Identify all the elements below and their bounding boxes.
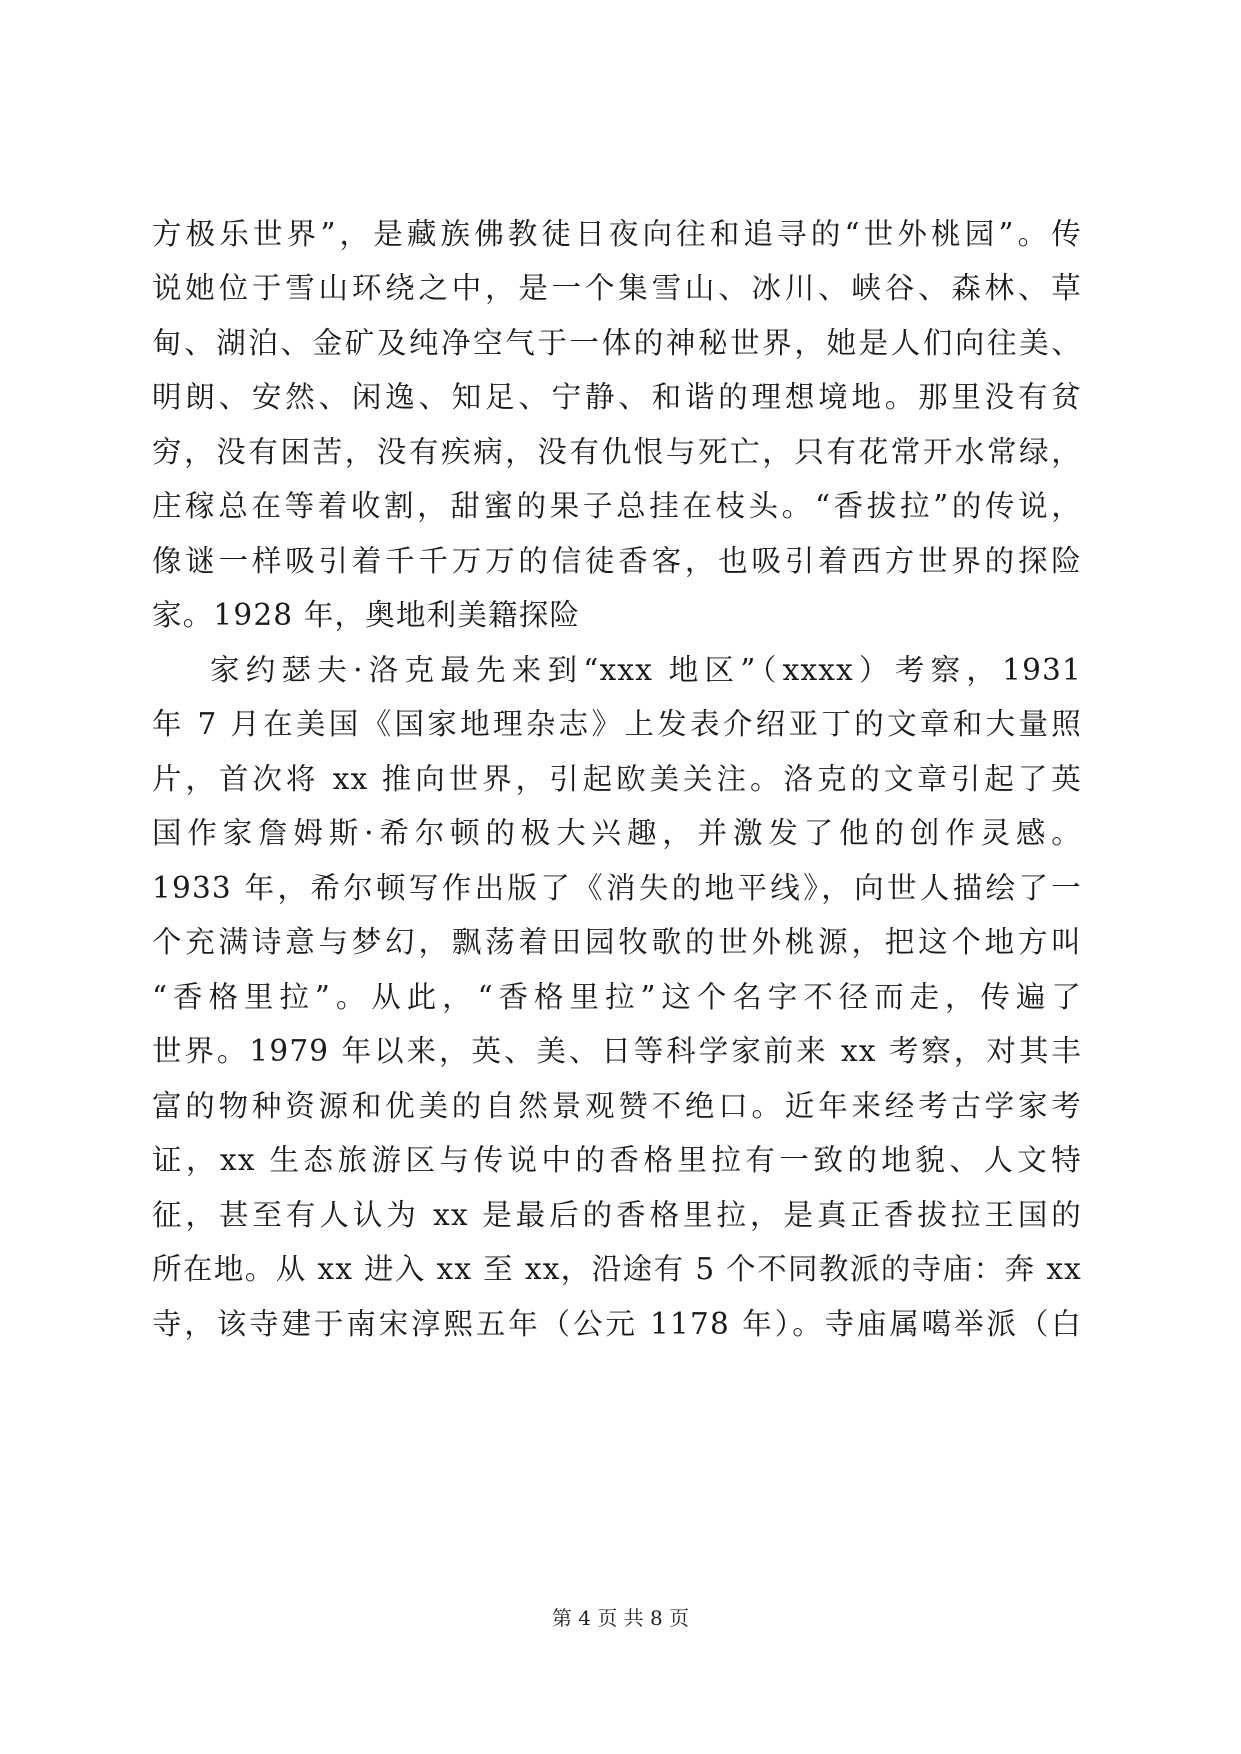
text-line: 世界。1979 年以来，英、美、日等科学家前来 xx 考察，对其丰 [152, 1034, 1082, 1068]
text-line: 富的物种资源和优美的自然景观赞不绝口。近年来经考古学家考 [152, 1089, 1082, 1123]
text-line: 所在地。从 xx 进入 xx 至 xx，沿途有 5 个不同教派的寺庙：奔 xx [152, 1252, 1082, 1286]
text-line: 国作家詹姆斯·希尔顿的极大兴趣，并激发了他的创作灵感。 [152, 816, 1082, 850]
text-line: 年 7 月在美国《国家地理杂志》上发表介绍亚丁的文章和大量照 [152, 707, 1082, 741]
page-number-footer: 第 4 页 共 8 页 [551, 1606, 690, 1630]
text-line: 寺，该寺建于南宋淳熙五年（公元 1178 年）。寺庙属噶举派（白 [152, 1307, 1082, 1341]
text-line: 片，首次将 xx 推向世界，引起欧美关注。洛克的文章引起了英 [152, 762, 1082, 796]
text-line: 1933 年，希尔顿写作出版了《消失的地平线》，向世人描绘了一 [152, 871, 1082, 905]
text-line: 甸、湖泊、金矿及纯净空气于一体的神秘世界，她是人们向往美、 [152, 326, 1082, 360]
text-line: 像谜一样吸引着千千万万的信徒香客，也吸引着西方世界的探险 [152, 544, 1082, 578]
text-line: 证，xx 生态旅游区与传说中的香格里拉有一致的地貌、人文特 [152, 1143, 1082, 1177]
text-line: 明朗、安然、闲逸、知足、宁静、和谐的理想境地。那里没有贫 [152, 380, 1082, 414]
text-line: “香格里拉”。从此，“香格里拉”这个名字不径而走，传遍了 [152, 980, 1082, 1014]
text-line: 庄稼总在等着收割，甜蜜的果子总挂在枝头。“香拔拉”的传说， [152, 489, 1082, 523]
text-line: 说她位于雪山环绕之中，是一个集雪山、冰川、峡谷、森林、草 [152, 271, 1082, 305]
text-line: 穷，没有困苦，没有疾病，没有仇恨与死亡，只有花常开水常绿， [152, 435, 1082, 469]
text-line: 家。1928 年，奥地利美籍探险 [152, 598, 581, 632]
text-line: 征，甚至有人认为 xx 是最后的香格里拉，是真正香拔拉王国的 [152, 1198, 1082, 1232]
text-line: 方极乐世界”，是藏族佛教徒日夜向往和追寻的“世外桃园”。传 [152, 217, 1082, 251]
text-line: 个充满诗意与梦幻，飘荡着田园牧歌的世外桃源，把这个地方叫 [152, 925, 1082, 959]
paragraph-first-line: 家约瑟夫·洛克最先来到“xxx 地区”（xxxx）考察，1931 [210, 653, 1082, 687]
